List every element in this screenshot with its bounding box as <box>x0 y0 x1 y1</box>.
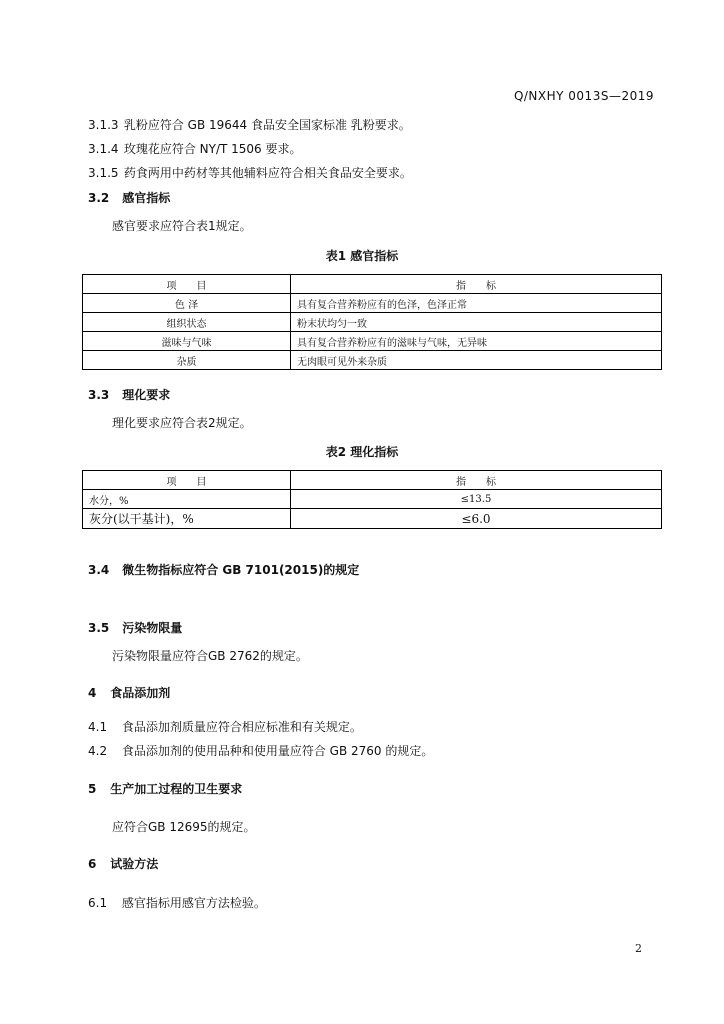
clause-4-1 <box>88 719 362 735</box>
table-row <box>83 332 662 351</box>
section-3-2-heading <box>88 190 170 206</box>
section-3-4-heading <box>88 562 359 578</box>
section-4-heading <box>88 685 170 701</box>
section-number: 3.5 <box>88 621 110 635</box>
clause-text: 乳粉应符合 GB 19644 食品安全国家标准 乳粉要求。 <box>123 118 411 132</box>
table-cell-item: 滋味与气味 <box>83 332 291 351</box>
table-cell-spec: ≤6.0 <box>291 509 662 529</box>
table-row <box>83 351 662 370</box>
clause-text: 食品添加剂质量应符合相应标准和有关规定。 <box>121 720 362 734</box>
clause-number: 6.1 <box>88 896 108 910</box>
clause-text: 药食两用中药材等其他辅料应符合相关食品安全要求。 <box>123 166 412 180</box>
table1-sensory <box>82 274 662 370</box>
paragraph: 应符合GB 12695的规定。 <box>112 820 256 834</box>
section-number: 3.2 <box>88 191 110 205</box>
table-header-row <box>83 471 662 490</box>
section-number: 3.4 <box>88 563 110 577</box>
paragraph: 感官要求应符合表1规定。 <box>112 219 252 233</box>
clause-3-1-4 <box>88 141 302 157</box>
section-title: 试验方法 <box>110 857 159 871</box>
clause-text: 食品添加剂的使用品种和使用量应符合 GB 2760 的规定。 <box>121 744 434 758</box>
section-number: 3.3 <box>88 388 110 402</box>
column-header: 指 标 <box>291 471 662 490</box>
table-header-row <box>83 275 662 294</box>
document-code: Q/NXHY 0013S—2019 <box>513 89 654 103</box>
table-cell-item: 色 泽 <box>83 294 291 313</box>
table-cell-item: 水分，% <box>83 490 291 509</box>
column-header: 项 目 <box>83 275 291 294</box>
clause-text: 感官指标用感官方法检验。 <box>121 896 266 910</box>
table-cell-spec: 无肉眼可见外来杂质 <box>291 351 662 370</box>
section-3-5-heading <box>88 620 182 636</box>
column-header: 项 目 <box>83 471 291 490</box>
clause-3-1-5 <box>88 165 412 181</box>
column-header: 指 标 <box>291 275 662 294</box>
table1-caption: 表1 感官指标 <box>325 249 399 263</box>
section-title: 污染物限量 <box>122 621 183 635</box>
section-title: 微生物指标应符合 GB 7101(2015)的规定 <box>122 563 360 577</box>
table-row <box>83 294 662 313</box>
clause-number: 4.1 <box>88 720 108 734</box>
table2-physicochemical <box>82 470 662 529</box>
section-title: 感官指标 <box>122 191 171 205</box>
section-title: 理化要求 <box>122 388 171 402</box>
clause-3-1-3 <box>88 117 411 133</box>
table2-caption: 表2 理化指标 <box>325 445 399 459</box>
clause-number: 3.1.5 <box>88 166 119 180</box>
section-6-heading <box>88 856 158 872</box>
table-cell-spec: 具有复合营养粉应有的滋味与气味，无异味 <box>291 332 662 351</box>
table-row <box>83 509 662 529</box>
section-title: 食品添加剂 <box>110 686 171 700</box>
section-number: 4 <box>88 686 97 700</box>
paragraph: 理化要求应符合表2规定。 <box>112 416 252 430</box>
table-cell-item: 杂质 <box>83 351 291 370</box>
table-cell-item: 灰分(以干基计)，% <box>83 509 291 529</box>
table-cell-spec: ≤13.5 <box>291 490 662 509</box>
section-5-heading <box>88 781 242 797</box>
table-row <box>83 490 662 509</box>
table-cell-spec: 具有复合营养粉应有的色泽，色泽正常 <box>291 294 662 313</box>
clause-text: 玫瑰花应符合 NY/T 1506 要求。 <box>123 142 302 156</box>
table-cell-item: 组织状态 <box>83 313 291 332</box>
section-number: 5 <box>88 782 97 796</box>
table-row <box>83 313 662 332</box>
clause-number: 3.1.4 <box>88 142 119 156</box>
clause-4-2 <box>88 743 433 759</box>
section-title: 生产加工过程的卫生要求 <box>110 782 243 796</box>
table-cell-spec: 粉末状均匀一致 <box>291 313 662 332</box>
page-number: 2 <box>635 942 642 955</box>
paragraph: 污染物限量应符合GB 2762的规定。 <box>112 649 308 663</box>
clause-number: 4.2 <box>88 744 108 758</box>
clause-number: 3.1.3 <box>88 118 119 132</box>
clause-6-1 <box>88 895 266 911</box>
section-3-3-heading <box>88 387 170 403</box>
section-number: 6 <box>88 857 97 871</box>
